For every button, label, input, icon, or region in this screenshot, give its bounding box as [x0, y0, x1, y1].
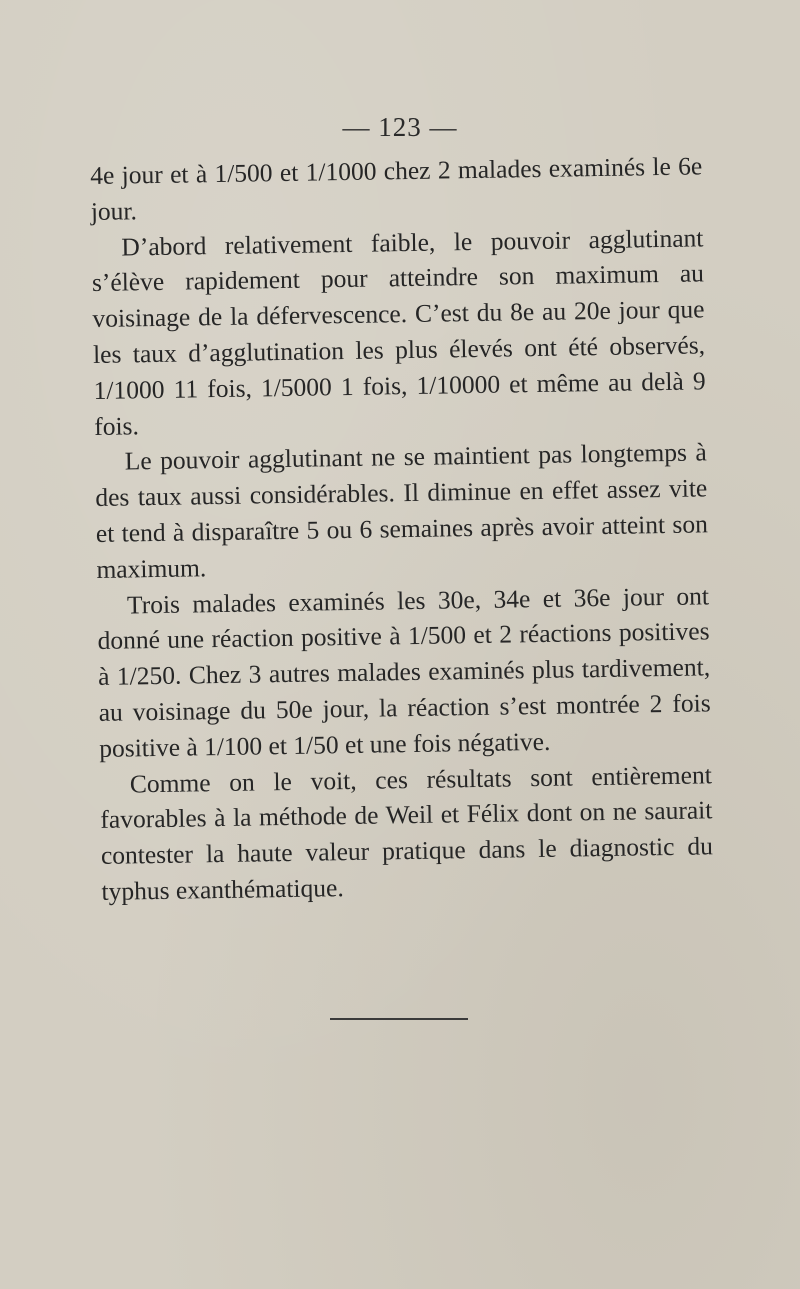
- end-rule: [330, 1018, 468, 1020]
- paragraph-conclusion: Comme on le voit, ces résultats sont entièrement favorables à la méthode de Weil et Félix dont on ne saurait contester la haute valeur pratique dans le diagnostic du typhus exanthématique.: [100, 759, 714, 906]
- page-number: — 123 —: [342, 112, 458, 142]
- paragraph-late-cases: Trois malades examinés les 30e, 34e et 36e jour ont donné une réaction positive à 1/500 et 2 réactions positives à 1/250. Chez 3 autres malades examinés plus tardivement, au voisinage du 50e jour, la réaction s’est montrée 2 fois positive à 1/100 et 1/50 et une fois négative.: [97, 580, 711, 763]
- paragraph-agglutination-rise: D’abord relativement faible, le pouvoir agglutinant s’élève rapidement pour atteindre son maximum au voisinage de la défervescence. C’est du 8e au 20e jour que les taux d’agglutination les plus élevés ont été observés, 1/1000 11 fois, 1/5000 1 fois, 1/10000 et même au delà 9 fois.: [91, 222, 706, 441]
- body-text: [90, 148, 714, 909]
- paragraph-continuation: 4e jour et à 1/500 et 1/1000 chez 2 malades examinés le 6e jour.: [90, 151, 703, 226]
- paragraph-agglutination-decline: Le pouvoir agglutinant ne se maintient pas longtemps à des taux aussi considérables. Il diminue en effet assez vite et tend à disparaître 5 ou 6 semaines après avoir atteint son maximum.: [95, 437, 709, 584]
